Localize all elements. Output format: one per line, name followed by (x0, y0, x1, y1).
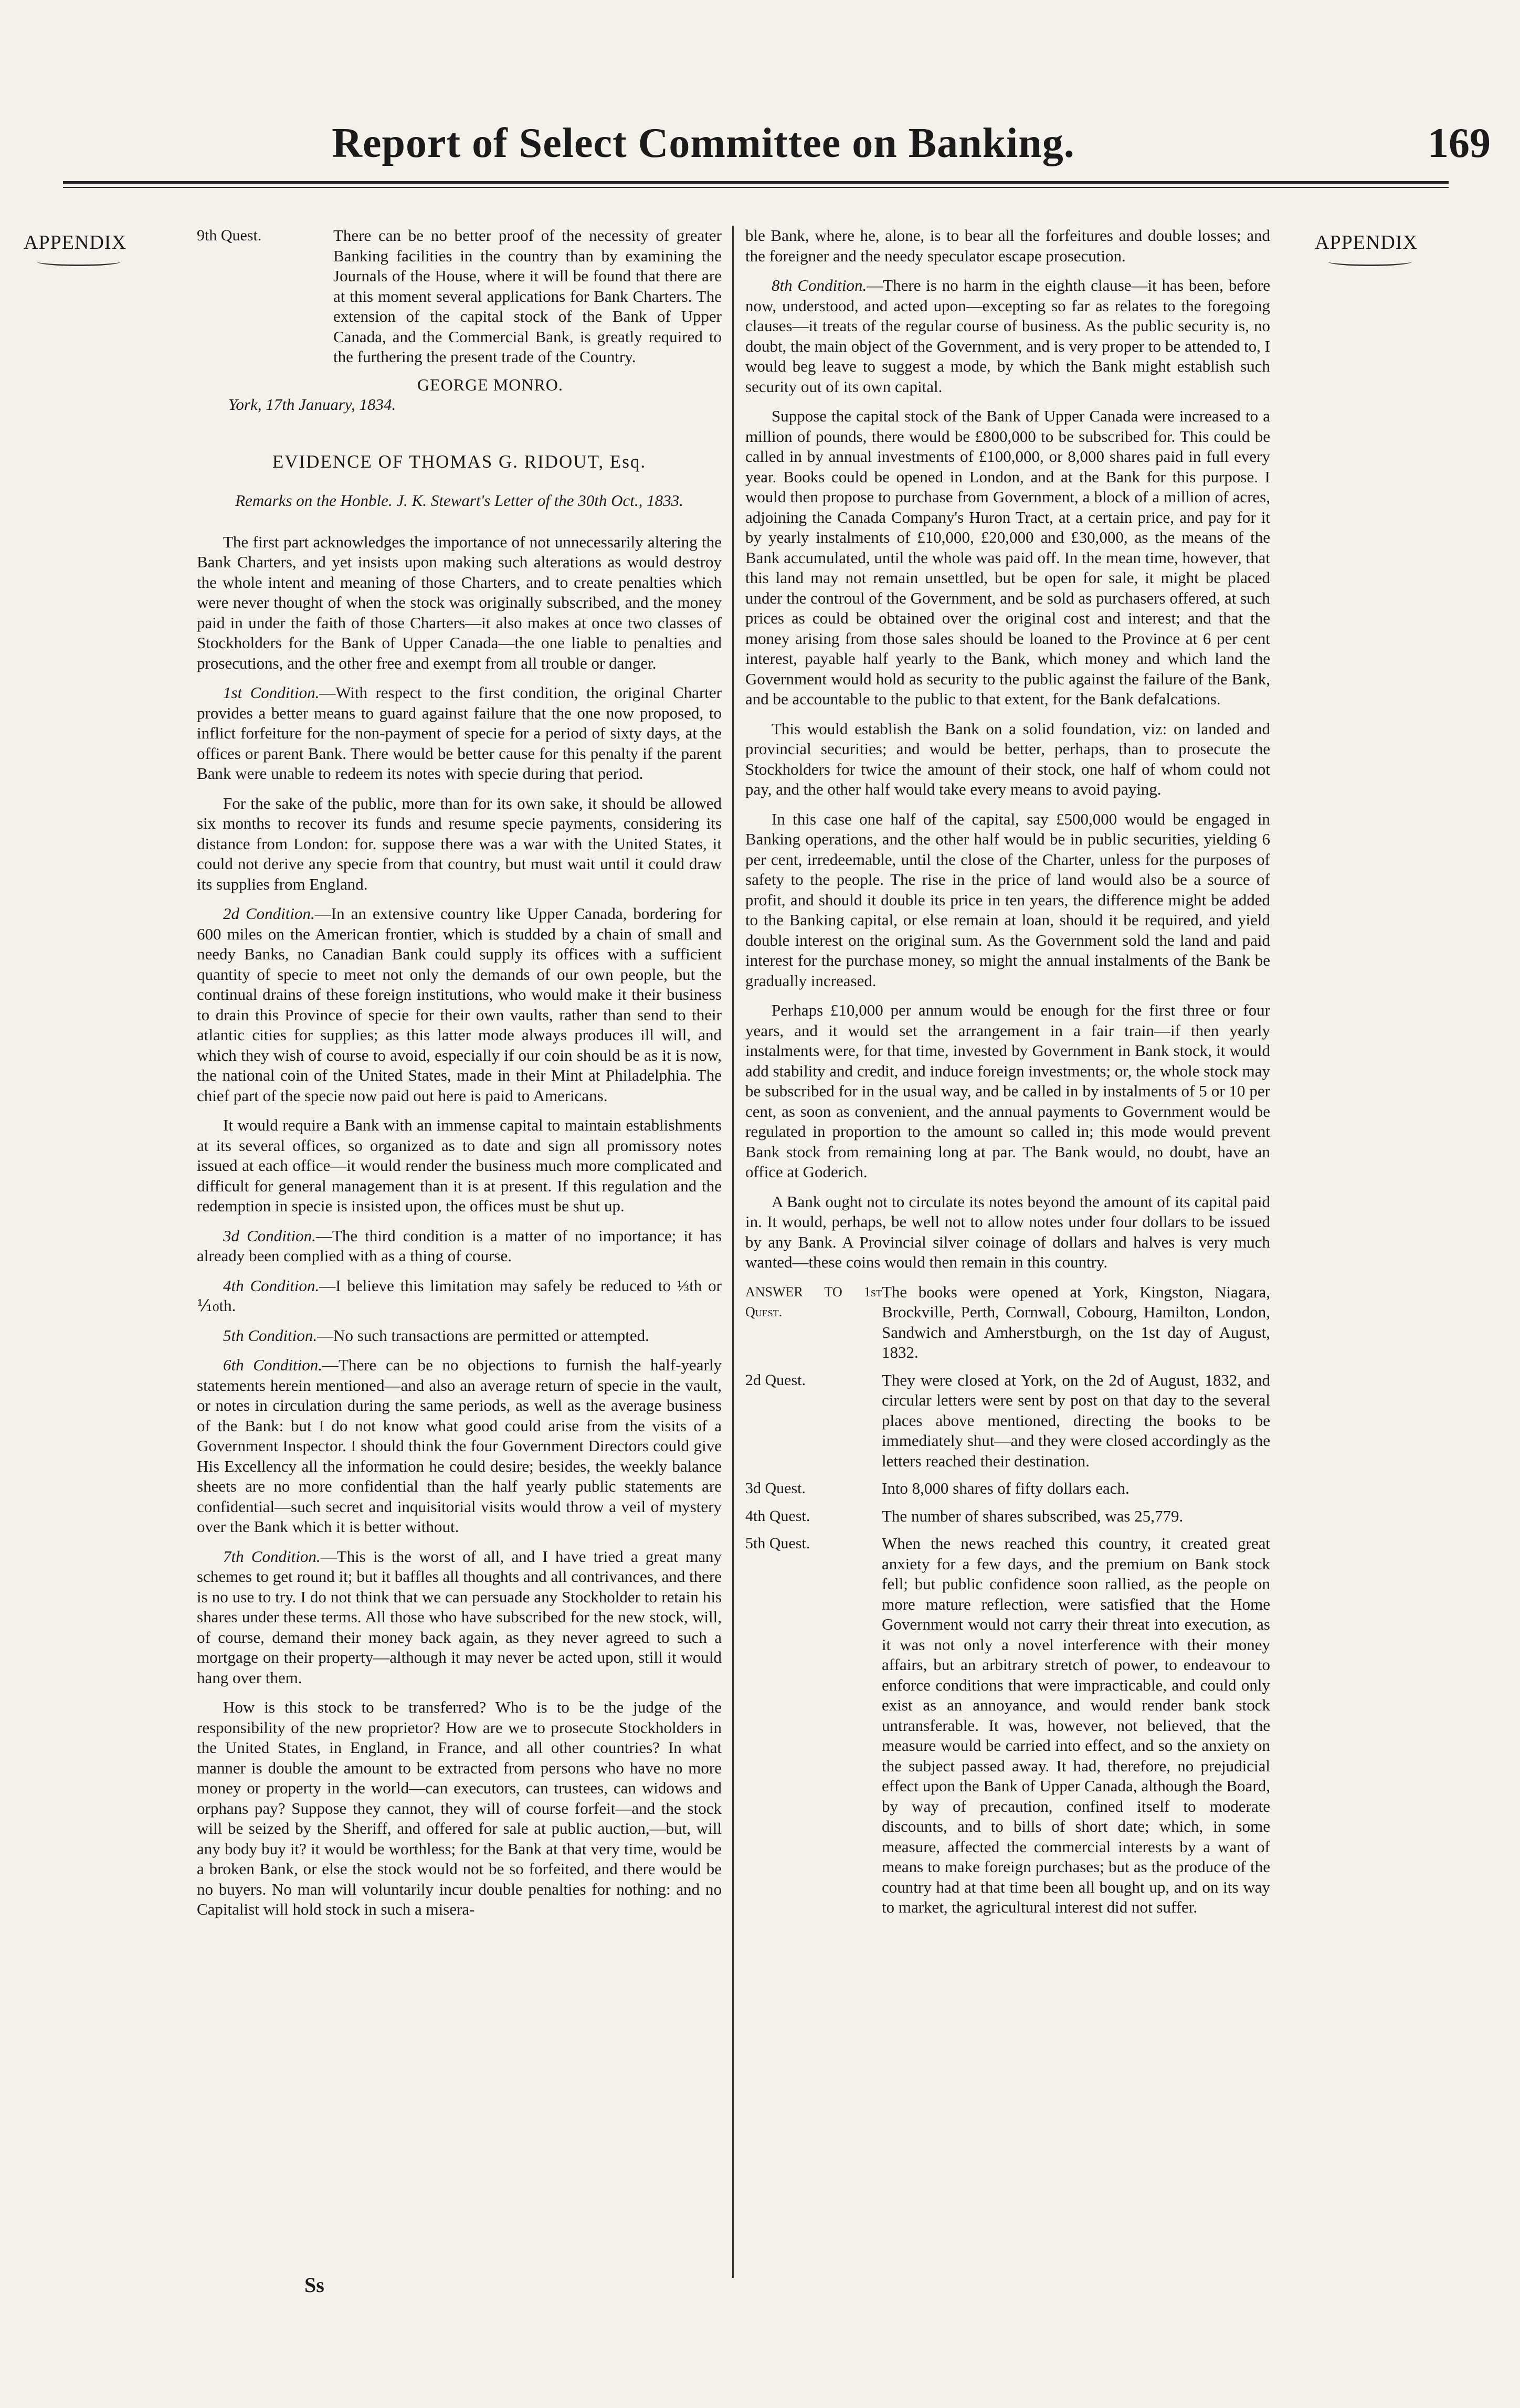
paragraph: How is this stock to be transferred? Who is to be the judge of the responsibility of the new proprietor? How are we to prosecute Stockholders in the United States, in England, in France, and all other countries? In what manner is double the amount to be extracted from persons who have no more money or property in the world—can executors, can trustees, can widows and orphans pay? Suppose they cannot, they will of course forfeit—and the stock will be seized by the Sheriff, and offered for sale at public auction,—but, will any body buy it? it would be worthless; for the Bank at that very time, would be a broken Bank, or else the stock would not be so forfeited, and there would be no buyers. No man will voluntarily incur double penalties for nothing: and no Capitalist will hold stock in such a misera- (197, 1698, 722, 1918)
condition-label: 1st Condition. (223, 683, 320, 702)
evidence-heading: EVIDENCE OF THOMAS G. RIDOUT, Esq. (272, 451, 647, 472)
condition-label: 7th Condition. (223, 1547, 321, 1566)
answer-text: The number of shares subscribed, was 25,779. (882, 1506, 1184, 1525)
answer-1st-quest (745, 1282, 1270, 1363)
paragraph: ble Bank, where he, alone, is to bear all the forfeitures and double losses; and the foreigner and the needy speculator escape prosecution. (745, 226, 1270, 265)
paragraph: A Bank ought not to circulate its notes beyond the amount of its capital paid in. It would, perhaps, be well not to allow notes under four dollars to be issued by any Bank. A Provincial silver coinage of dollars and halves is very much wanted—these coins would then remain in this country. (745, 1192, 1270, 1271)
condition-paragraph (197, 683, 722, 784)
answer-text: When the news reached this country, it created great anxiety for a few days, and the premium on Bank stock fell; but public confidence soon rallied, as the people on more mature reflection, were satisfied that the Home Government would not carry their threat into execution, as it was not only a novel interference with their money affairs, but an arbitrary stretch of power, to endeavour to enforce conditions that were impracticable, and could only exist as an annoyance, and would render bank stock untransferable. It was, however, not believed, that the measure would be carried into effect, and so the anxiety on the subject passed away. It had, therefore, no prejudicial effect upon the Bank of Upper Canada, although the Board, by way of precaution, confined itself to moderate discounts, and to bills of short date; which, in some measure, affected the commercial interests by a want of means to make foreign purchases; but as the produce of the country had at that time been all bought up, and on its way to market, the agricultural interest did not suffer. (882, 1534, 1270, 1916)
margin-brace-right (1328, 257, 1412, 266)
header-rule-thick (63, 181, 1449, 184)
question-label: 5th Quest. (745, 1535, 810, 1552)
paragraph: Perhaps £10,000 per annum would be enough for the first three or four years, and it would set the arrangement in a fair train—if then yearly instalments were, for that time, invested by Government in Bank stock, it would add stability and credit, and induce foreign investments; or, the whole stock may be subscribed for in the usual way, and be called in by instalments of 5 or 10 per cent, as soon as convenient, and the annual payments to Government would be regulated in proportion to the amount so called in; this mode would prevent Bank stock from remaining long at par. The Bank would, no doubt, have an office at Goderich. (745, 1001, 1270, 1181)
paragraph: For the sake of the public, more than for its own sake, it should be allowed six months to recover its funds and resume specie payments, considering its distance from London: for. suppose there was a war with the United States, it could not derive any specie from that country, but must wait until it could draw its supplies from England. (197, 794, 722, 893)
answer-9th-quest (197, 226, 722, 367)
condition-text: —In an extensive country like Upper Canada, bordering for 600 miles on the American frontier, which is studded by a chain of small and needy Banks, no Canadian Bank could supply its offices with a sufficient quantity of specie to meet not only the demands of our own people, but the continual drains of these foreign institutions, who would make it their business to drain this Province of specie for their own vaults, rather than send to their atlantic cities for supplies; as this latter mode always produces ill will, and which they wish of course to avoid, especially if our coin should be as it is now, the national coin of the United States, made in their Mint at Philadelphia. The chief part of the specie now paid out here is paid to Americans. (197, 904, 722, 1105)
question-label: 9th Quest. (197, 227, 262, 244)
left-column (197, 226, 722, 1929)
condition-text: —There can be no objections to furnish the half-yearly statements herein mentioned—and also an average return of specie in the vault, or notes in circulation during the same periods, as well as the average business of the Bank: but I do not know what good could arise from the visits of a Government Inspector. I should think the four Government Directors could give His Excellency all the information he could desire; besides, the weekly balance sheets are no more confidential than the half yearly public statements are confidential—such secret and inquisitorial visits would throw a veil of mystery over the Bank which it is better without. (197, 1356, 722, 1536)
signature: GEORGE MONRO. (417, 375, 563, 394)
answer-text: They were closed at York, on the 2d of August, 1832, and circular letters were sent by post on that day to the several places above mentioned, directing the books to be immediately shut—and they were closed accordingly as the letters reached their destination. (882, 1370, 1270, 1470)
margin-label-left: APPENDIX (24, 231, 126, 254)
condition-text: —The third condition is a matter of no importance; it has already been complied with as a thing of course. (197, 1226, 722, 1265)
condition-label: 8th Condition. (772, 276, 867, 294)
right-column (745, 226, 1270, 1925)
condition-text: —With respect to the first condition, the original Charter provides a better means to guard against failure that the one now proposed, to inflict forfeiture for the non-payment of specie for a period of sixty days, at the offices or parent Bank. There would be better cause for this penalty if the parent Bank were unable to redeem its notes with specie during that period. (197, 683, 722, 783)
condition-paragraph (197, 1547, 722, 1688)
condition-paragraph (197, 1276, 722, 1316)
page-title: Report of Select Committee on Banking. (332, 120, 1075, 166)
answer-4th-quest (745, 1506, 1270, 1527)
condition-paragraph (745, 276, 1270, 397)
condition-label: 6th Condition. (223, 1356, 323, 1374)
dateline: York, 17th January, 1834. (228, 395, 396, 414)
condition-label: 5th Condition. (223, 1326, 318, 1345)
question-label: 2d Quest. (745, 1371, 806, 1389)
paragraph: It would require a Bank with an immense capital to maintain establishments at its several offices, so organized as to date and sign all promissory notes issued at each office—it would render the business much more complicated and difficult for general management than it is at present. If this regulation and the redemption in specie is insisted upon, the offices must be shut up. (197, 1116, 722, 1215)
answer-2d-quest (745, 1370, 1270, 1472)
remarks-heading: Remarks on the Honble. J. K. Stewart's Letter of the 30th Oct., 1833. (235, 491, 683, 510)
question-label: ANSWER TO 1st Quest. (745, 1284, 882, 1319)
signature-mark: Ss (304, 2273, 324, 2297)
question-label: 4th Quest. (745, 1507, 810, 1525)
condition-label: 2d Condition. (223, 904, 315, 923)
paragraph: In this case one half of the capital, say £500,000 would be engaged in Banking operations, and the other half would be in public securities, yielding 6 per cent, irredeemable, until the close of the Charter, unless for the purposes of safety to the people. The rise in the price of land would also be a source of profit, and should it double its price in ten years, the difference might be added to the Banking capital, or else remain at loan, should it be required, and yield double interest on the original sum. As the Government sold the land and paid interest for the purchase money, so might the annual instalments of the Bank be gradually increased. (745, 809, 1270, 990)
condition-text: —There is no harm in the eighth clause—it has been, before now, understood, and acted upon—excepting so far as relates to the foregoing clauses—it treats of the regular course of business. As the public security is, no doubt, the main object of the Government, and is very proper to be attended to, I would beg leave to suggest a mode, by which the Bank might establish such security out of its own capital. (745, 276, 1270, 396)
answer-text: The books were opened at York, Kingston, Niagara, Brockville, Perth, Cornwall, Cobourg, Hamilton, London, Sandwich and Amherstburgh, on the 1st day of August, 1832. (882, 1282, 1270, 1361)
condition-paragraph (197, 1355, 722, 1537)
margin-brace-left (37, 257, 121, 266)
paragraph: This would establish the Bank on a solid foundation, viz: on landed and provincial securities; and would be better, perhaps, than to prosecute the Stockholders for twice the amount of their stock, one half of whom could not pay, and the other half would take every means to avoid paying. (745, 719, 1270, 798)
condition-paragraph (197, 1326, 722, 1346)
paragraph: The first part acknowledges the importance of not unnecessarily altering the Bank Charters, and yet insists upon making such alterations as would destroy the whole intent and meaning of those Charters, and to create penalties which were never thought of when the stock was originally subscribed, and the money paid in under the faith of those Charters—it also makes at once two classes of Stockholders for the Bank of Upper Canada—the one liable to penalties and prosecutions, and the other free and exempt from all trouble or danger. (197, 532, 722, 672)
condition-paragraph (197, 1226, 722, 1266)
margin-label-right: APPENDIX (1315, 231, 1418, 254)
paragraph: Suppose the capital stock of the Bank of Upper Canada were increased to a million of pounds, there would be £800,000 to be subscribed for. This could be called in by annual investments of £100,000, or 8,000 shares paid in full every year. Books could be opened in London, and at the Bank for this purpose. I would then propose to purchase from Government, a block of a million of acres, adjoining the Canada Company's Huron Tract, at a certain price, and pay for it by yearly instalments of £10,000, £20,000 and £30,000, as the means of the Bank accumulated, until the whole was paid off. In the mean time, however, that this land may not remain unsettled, but be open for sale, it might be placed under the controul of the Government, and be sold as purchasers offered, at such prices as could be obtained over the original cost and interest; and that the money arising from those sales should be loaned to the Province at 6 per cent interest, payable half yearly to the Bank, which money and which land the Government would hold as security to the public against the failure of the Bank, and be accountable to the public to that extent, for the Bank defalcations. (745, 407, 1270, 708)
answer-text: There can be no better proof of the necessity of greater Banking facilities in the country than by examining the Journals of the House, where it will be found that there are at this moment several applications for Bank Charters. The extension of the capital stock of the Bank of Upper Canada, and the Commercial Bank, is greatly required to the furthering the present trade of the Country. (333, 226, 722, 366)
condition-text: —This is the worst of all, and I have tried a great many schemes to get round it; but it baffles all thoughts and all contrivances, and there is no use to try. I do not think that we can persuade any Stockholder to retain his shares under these terms. All those who have subscribed for the new stock, will, of course, demand their money back again, as they never agreed to such a mortgage on their property—although it may never be acted upon, still it would hang over them. (197, 1547, 722, 1687)
answer-3d-quest (745, 1478, 1270, 1499)
condition-text: —I believe this limitation may safely be reduced to ⅓th or ⅒th. (197, 1276, 722, 1315)
header-rule-thin (63, 187, 1449, 188)
page-number: 169 (1428, 120, 1491, 166)
condition-text: —No such transactions are permitted or attempted. (317, 1326, 649, 1345)
condition-paragraph (197, 904, 722, 1106)
answer-text: Into 8,000 shares of fifty dollars each. (882, 1479, 1130, 1497)
column-separator (732, 226, 734, 2278)
condition-label: 3d Condition. (223, 1226, 316, 1245)
condition-label: 4th Condition. (223, 1276, 320, 1295)
question-label: 3d Quest. (745, 1480, 806, 1497)
answer-5th-quest (745, 1534, 1270, 1918)
